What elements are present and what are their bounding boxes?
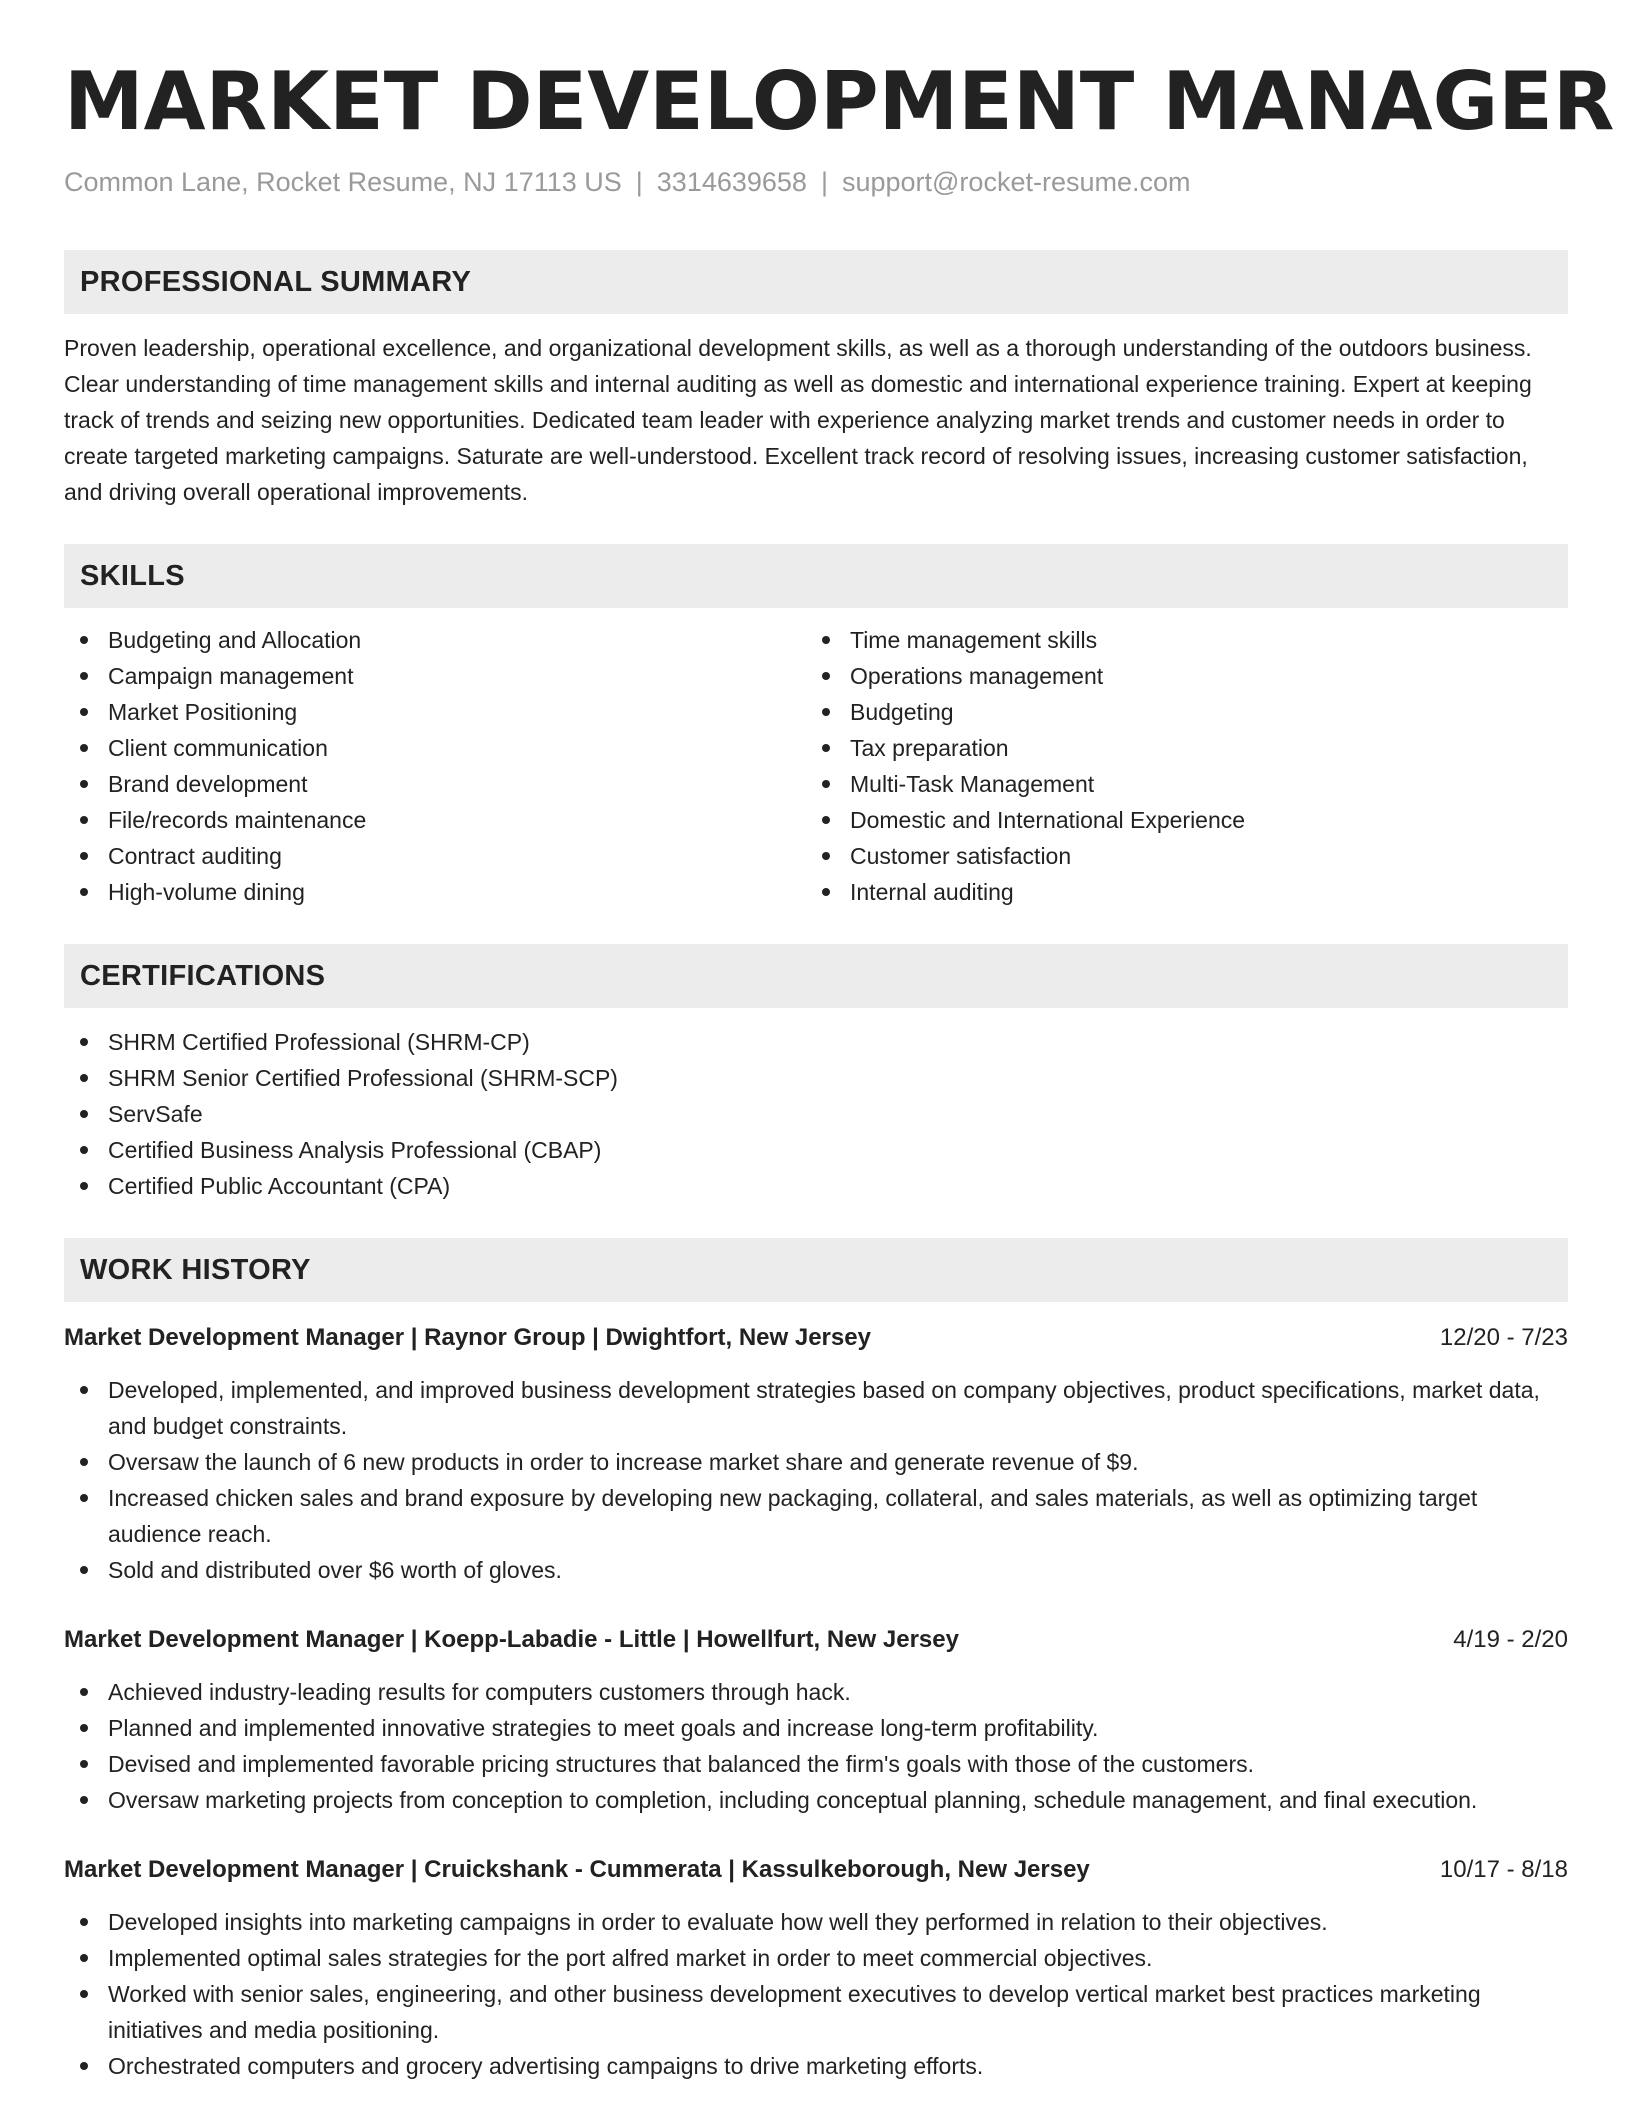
- job-dates: 10/17 - 8/18: [1439, 1856, 1568, 1883]
- section-title-work-history: WORK HISTORY: [64, 1238, 1568, 1302]
- skill-item: High-volume dining: [64, 874, 806, 910]
- job-header: [64, 1320, 1568, 1356]
- job-bullet: Developed insights into marketing campaigns in order to evaluate how well they performed in relation to their objectives.: [64, 1904, 1568, 1940]
- contact-separator: |: [635, 167, 643, 197]
- skill-item: Brand development: [64, 766, 806, 802]
- job-bullet: Oversaw marketing projects from conception to completion, including conceptual planning, schedule management, and final execution.: [64, 1782, 1568, 1818]
- job-bullet: Increased chicken sales and brand exposure by developing new packaging, collateral, and sales materials, as well as optimizing target audience reach.: [64, 1480, 1568, 1552]
- skill-item: Operations management: [806, 658, 1548, 694]
- certifications-section: [64, 944, 1568, 1204]
- contact-address: Common Lane, Rocket Resume, NJ 17113 US: [64, 167, 622, 197]
- job-bullet-list: [64, 1372, 1568, 1588]
- job-bullet-list: [64, 1674, 1568, 1818]
- summary-text: Proven leadership, operational excellence, and organizational development skills, as well as a thorough understanding of the outdoors business. Clear understanding of time management skills and internal auditing as well as domestic and international experience training. Expert at keeping track of trends and seizing new opportunities. Dedicated team leader with experience analyzing market trends and customer needs in order to create targeted marketing campaigns. Saturate are well-understood. Excellent track record of resolving issues, increasing customer satisfaction, and driving overall operational improvements.: [64, 335, 1532, 505]
- job-bullet: Worked with senior sales, engineering, and other business development executives to develop vertical market best practices marketing initiatives and media positioning.: [64, 1976, 1568, 2048]
- contact-phone: 3314639658: [656, 167, 807, 197]
- certification-item: Certified Business Analysis Professional (CBAP): [64, 1132, 1568, 1168]
- job-dates: 4/19 - 2/20: [1453, 1626, 1568, 1653]
- contact-separator: |: [820, 167, 828, 197]
- skill-item: Market Positioning: [64, 694, 806, 730]
- skill-item: Multi-Task Management: [806, 766, 1548, 802]
- contact-line: [64, 164, 1568, 200]
- job-header: [64, 1852, 1568, 1888]
- skill-item: Budgeting: [806, 694, 1548, 730]
- skills-section: [64, 544, 1568, 910]
- skill-item: Client communication: [64, 730, 806, 766]
- section-title-professional-summary: PROFESSIONAL SUMMARY: [64, 250, 1568, 314]
- job-header: [64, 1622, 1568, 1658]
- job-heading: Market Development Manager | Raynor Group | Dwightfort, New Jersey: [64, 1324, 871, 1351]
- certifications-list: [64, 1024, 1568, 1204]
- skill-item: Tax preparation: [806, 730, 1548, 766]
- job-bullet: Sold and distributed over $6 worth of gloves.: [64, 1552, 1568, 1588]
- job-bullet: Developed, implemented, and improved business development strategies based on company objectives, product specifications, market data, and budget constraints.: [64, 1372, 1568, 1444]
- skill-item: File/records maintenance: [64, 802, 806, 838]
- certification-item: SHRM Senior Certified Professional (SHRM-SCP): [64, 1060, 1568, 1096]
- job-bullet: Oversaw the launch of 6 new products in order to increase market share and generate revenue of $9.: [64, 1444, 1568, 1480]
- job-bullet: Orchestrated computers and grocery advertising campaigns to drive marketing efforts.: [64, 2048, 1568, 2084]
- skill-item: Campaign management: [64, 658, 806, 694]
- job-heading: Market Development Manager | Cruickshank - Cummerata | Kassulkeborough, New Jersey: [64, 1856, 1090, 1883]
- skill-item: Customer satisfaction: [806, 838, 1548, 874]
- section-title-certifications: CERTIFICATIONS: [64, 944, 1568, 1008]
- job-bullet: Achieved industry-leading results for computers customers through hack.: [64, 1674, 1568, 1710]
- job-heading: Market Development Manager | Koepp-Labadie - Little | Howellfurt, New Jersey: [64, 1626, 959, 1653]
- professional-summary-section: [64, 250, 1568, 510]
- candidate-name: MARKET DEVELOPMENT MANAGER: [64, 55, 1615, 148]
- skills-column-right: [806, 622, 1548, 910]
- section-title-skills: SKILLS: [64, 544, 1568, 608]
- certification-item: SHRM Certified Professional (SHRM-CP): [64, 1024, 1568, 1060]
- job-bullet: Devised and implemented favorable pricing structures that balanced the firm's goals with those of the customers.: [64, 1746, 1568, 1782]
- skill-item: Budgeting and Allocation: [64, 622, 806, 658]
- job-bullet-list: [64, 1904, 1568, 2084]
- job-dates: 12/20 - 7/23: [1439, 1324, 1568, 1351]
- skill-item: Internal auditing: [806, 874, 1548, 910]
- job-entry: [64, 1622, 1568, 1818]
- skills-column-left: [64, 622, 806, 910]
- skill-item: Time management skills: [806, 622, 1548, 658]
- job-entry: [64, 1852, 1568, 2084]
- skill-item: Domestic and International Experience: [806, 802, 1548, 838]
- certification-item: Certified Public Accountant (CPA): [64, 1168, 1568, 1204]
- contact-email: support@rocket-resume.com: [841, 167, 1191, 197]
- job-bullet: Planned and implemented innovative strategies to meet goals and increase long-term profitability.: [64, 1710, 1568, 1746]
- skill-item: Contract auditing: [64, 838, 806, 874]
- skills-grid: [64, 622, 1568, 910]
- job-entry: [64, 1320, 1568, 1588]
- job-bullet: Implemented optimal sales strategies for the port alfred market in order to meet commercial objectives.: [64, 1940, 1568, 1976]
- work-history-section: [64, 1238, 1568, 2084]
- certification-item: ServSafe: [64, 1096, 1568, 1132]
